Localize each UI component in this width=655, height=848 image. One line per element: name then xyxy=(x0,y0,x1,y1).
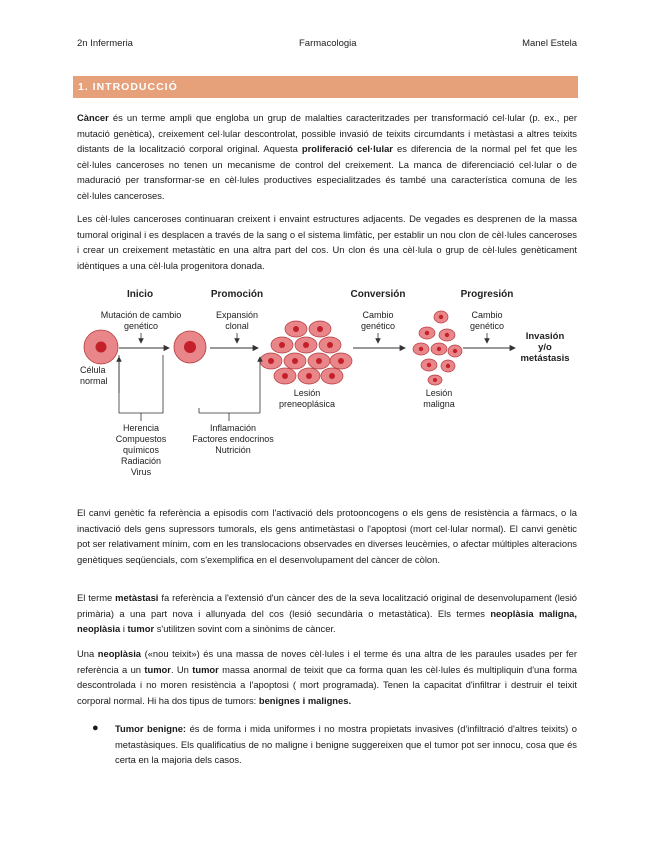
label-cell-1: Célula xyxy=(80,365,106,375)
label-pre-2: preneoplásica xyxy=(278,399,336,409)
section-title: 1. INTRODUCCIÓ xyxy=(73,76,578,98)
label-expansion-1: Expansión xyxy=(215,310,259,320)
header-course: 2n Infermeria xyxy=(77,38,133,49)
header-subject: Farmacologia xyxy=(299,38,357,49)
header-author: Manel Estela xyxy=(522,38,577,49)
paragraph-neoplasia xyxy=(77,646,577,708)
label-conversion-1: Cambio xyxy=(362,310,394,320)
bracket-promotion xyxy=(199,408,260,421)
label-pre-1: Lesión xyxy=(293,388,321,398)
text-span: Les cèl·lules canceroses continuaran creixent i envaint estructures adjacents. De vegades es desprenen de la massa tumoral original i es desplacen a través de la sang o el sistema limfàtic, per establir un nou clon de cèl·lules canceroses i crear un creixement metastàtic en una altra part del cos. Un clon és una cèl·lula o grup de cèl·lules genèticament idèntiques a una cèl·lula progenitora donada. xyxy=(77,213,577,271)
stage-inicio: Inicio xyxy=(126,289,154,300)
label-progression-2: genético xyxy=(469,321,505,331)
page-header xyxy=(77,38,577,52)
term-benignes-malignes: benignes i malignes. xyxy=(258,694,352,706)
factor-endocrinos: Factores endocrinos xyxy=(192,434,274,444)
label-out-1: Invasión xyxy=(525,331,565,342)
term-tumor: tumor xyxy=(127,623,155,634)
bullet-dot: ● xyxy=(92,722,99,734)
label-conversion-2: genético xyxy=(360,321,396,331)
label-progression-1: Cambio xyxy=(471,310,503,320)
text-span: Una xyxy=(77,648,98,659)
text-span: és de forma i mida uniformes i no mostra propietats invasives (d'infiltració d'altres teixits) o metastàsiques. Els qualificatius de no maligne i benigne suggereixen que el tumor pot ser innocu, cosa que és certa en la majoria dels casos. xyxy=(115,723,577,765)
factor-compuestos: Compuestos xyxy=(115,434,167,444)
term-tumor-1: tumor xyxy=(144,663,171,675)
carcinogenesis-diagram xyxy=(75,283,575,488)
label-out-2: y/o xyxy=(538,342,552,353)
paragraph-cancer-definition xyxy=(77,110,577,203)
term-proliferation: proliferació cel·lular xyxy=(301,143,393,154)
paragraph-metastasis xyxy=(77,590,577,637)
stage-progresion: Progresión xyxy=(460,289,514,300)
text-span: fa referència a l'extensió d'un càncer des de la seva localització original de desenvolupament (lesió primària) a una part nova i allunyada del cos (lesió secundària o metastàtica). Els termes xyxy=(77,592,577,619)
text-span: . Un xyxy=(170,663,193,675)
initiated-cell xyxy=(174,331,206,363)
preneoplastic-lesion xyxy=(260,321,352,384)
label-mal-1: Lesión xyxy=(425,388,453,398)
label-mutation-1: Mutación de cambio xyxy=(100,310,182,320)
factor-quimicos: químicos xyxy=(122,445,160,455)
stage-promocion: Promoción xyxy=(210,289,264,300)
factor-inflamacion: Inflamación xyxy=(209,423,257,433)
term-neoplasia-maligna: neoplàsia maligna, neoplàsia xyxy=(77,607,577,634)
text-span: El canvi genètic fa referència a episodis com l'activació dels protooncogens o els gens de resistència a fàrmacs, o la inactivació dels gens supressors tumorals, els gens antimetàstasi o l'apoptosi (mort cel·lular normal). El canvi genètic pot ser relativament mínim, com en les translocacions observades en diverses leucèmies, o afectar múltiples alteracions genètiques seqüencials, com s'exemplifica en el desenvolupament del càncer de còlon. xyxy=(77,507,577,565)
stage-conversion: Conversión xyxy=(350,289,406,300)
normal-cell xyxy=(84,330,118,364)
text-span: s'utilitzen sovint com a sinònims de càncer. xyxy=(154,623,336,634)
term-tumor-benigne: Tumor benigne: xyxy=(115,723,187,734)
text-span: i xyxy=(120,623,128,634)
factor-herencia: Herencia xyxy=(122,423,160,433)
term-cancer: Càncer xyxy=(77,112,109,123)
text-span: massa anormal de teixit que ca forma quan les cèl·lules és multipliquin d'una forma descontrolada i no moren resistència a l'apoptosi ( mort programada). Tenen la capacitat d'infiltrar i destruir el teixit corporal normal. Hi ha dos tipus de tumors: xyxy=(77,663,577,706)
bracket-initiation xyxy=(119,355,163,421)
paragraph-cancer-growth xyxy=(77,211,577,273)
text-span: es diferencia de la normal pel fet que les cèl·lules canceroses no tenen un mecanisme de control del creixement. La manca de diferenciació cel·lular o de maduració per transformar-se en cèl·lules productives especialitzades és també una característica comuna de les cèl·lules canceroses. xyxy=(77,143,577,201)
factor-nutricion: Nutrición xyxy=(215,445,251,455)
text-span: El terme xyxy=(77,592,116,603)
label-out-3: metástasis xyxy=(520,353,570,364)
label-cell-2: normal xyxy=(80,376,108,386)
label-expansion-2: clonal xyxy=(225,321,249,331)
text-span: («nou teixit») és una massa de noves cèl·lules i el terme és una altra de les paraules usades per fer referència a un xyxy=(77,648,577,675)
paragraph-genetic-change xyxy=(77,505,577,567)
bullet-text xyxy=(115,721,577,768)
label-mutation-2: genético xyxy=(123,321,159,331)
text-span: és un terme ampli que engloba un grup de malalties caracteritzades per transformació cel·lular (p. ex., per mutació genètica), creixement cel·lular descontrolat, possible invasió de teixits circumdants i metàstasi a altres teixits distants de la localització corporal original. Aquesta xyxy=(77,112,577,154)
factor-radiacion: Radiación xyxy=(120,456,162,466)
term-tumor-2: tumor xyxy=(192,663,219,675)
factor-virus: Virus xyxy=(130,467,152,477)
term-neoplasia: neoplàsia xyxy=(97,648,142,659)
label-mal-2: maligna xyxy=(423,399,455,409)
term-metastasi: metàstasi xyxy=(115,592,159,603)
